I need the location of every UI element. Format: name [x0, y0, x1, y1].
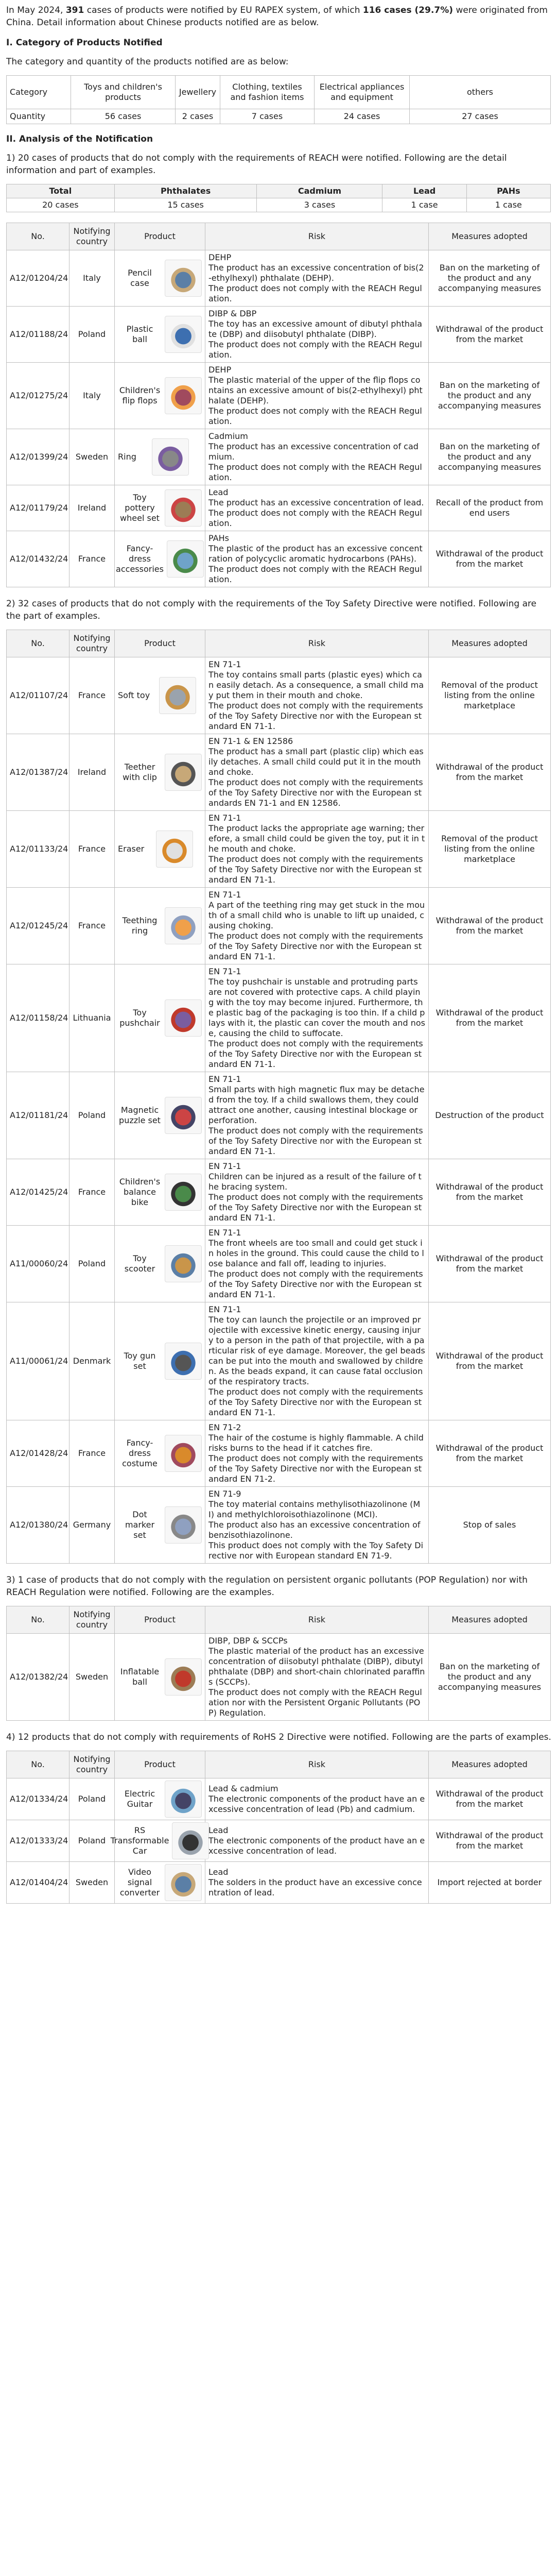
summary-header: Phthalates: [114, 184, 257, 198]
product-photo: [156, 831, 193, 868]
product-photo: [167, 540, 204, 578]
product-name: Ring: [118, 452, 136, 462]
table-row: [7, 1302, 551, 1420]
product-name: Teether with clip: [123, 762, 157, 782]
intro-mid: cases of products were notified by EU RAPEX system, of which: [84, 5, 363, 15]
cell-country: Poland: [69, 1072, 115, 1159]
cell-measure: Stop of sales: [429, 1487, 551, 1564]
product-photo: [165, 1506, 202, 1544]
cell-no: A12/01204/24: [7, 250, 69, 307]
cell-measure: Ban on the marketing of the product and any accompanying measures: [429, 1634, 551, 1721]
product-name: Magnetic puzzle set: [119, 1105, 161, 1125]
cell-product: [115, 657, 205, 734]
product-photo: [159, 677, 196, 714]
column-header: Notifying country: [69, 223, 115, 250]
product-name: Soft toy: [118, 690, 150, 700]
pop-subtitle: 3) 1 case of products that do not comply with the regulation on persistent organic pollutants (POP Regulation) nor with REACH Regulation were notified. Following are the examples.: [6, 1575, 528, 1598]
column-header: Measures adopted: [429, 1751, 551, 1778]
cell-no: A12/01432/24: [7, 531, 69, 587]
cell-risk: PAHs The plastic of the product has an excessive concentration of polycyclic aromatic hydrocarbons (PAHs). The product does not comply with the REACH Regulation.: [205, 531, 429, 587]
cell-country: Ireland: [69, 485, 115, 531]
column-header: No.: [7, 1606, 69, 1634]
cell-no: A11/00060/24: [7, 1226, 69, 1302]
cell-no: A12/01107/24: [7, 657, 69, 734]
cell-measure: Removal of the product listing from the online marketplace: [429, 811, 551, 888]
cell-measure: Withdrawal of the product from the market: [429, 1420, 551, 1487]
cell-country: Denmark: [69, 1302, 115, 1420]
table-row: [7, 1634, 551, 1721]
intro-pre: In May 2024,: [6, 5, 66, 15]
cell-country: Sweden: [69, 429, 115, 485]
toys-subtitle: 2) 32 cases of products that do not comply with the requirements of the Toy Safety Directive were notified. Following are the part of examples.: [6, 599, 537, 621]
column-header: Risk: [205, 630, 429, 657]
product-name: Toy pushchair: [119, 1008, 160, 1028]
cell-product: [115, 964, 205, 1072]
pop-table: [6, 1606, 551, 1721]
table-row: [7, 1487, 551, 1564]
cell-country: France: [69, 657, 115, 734]
summary-value: 20 cases: [7, 198, 115, 212]
product-photo: [165, 260, 202, 297]
cell-product: [115, 250, 205, 307]
column-header: Notifying country: [69, 1606, 115, 1634]
summary-header: Total: [7, 184, 115, 198]
product-photo: [165, 907, 202, 944]
reach-subtitle: 1) 20 cases of products that do not comply with the requirements of REACH were notified. Following are the detail information and part of examples.: [6, 153, 507, 176]
table-row: [7, 1159, 551, 1226]
column-header: No.: [7, 1751, 69, 1778]
cell-country: Lithuania: [69, 964, 115, 1072]
section-2-heading: II. Analysis of the Notification: [6, 134, 153, 144]
cell-no: A12/01387/24: [7, 734, 69, 811]
category-row-label: Category: [7, 76, 71, 109]
cell-measure: Withdrawal of the product from the market: [429, 734, 551, 811]
cell-product: [115, 1226, 205, 1302]
cell-country: Poland: [69, 1778, 115, 1820]
table-header-row: [7, 1751, 551, 1778]
cell-measure: Ban on the marketing of the product and any accompanying measures: [429, 363, 551, 429]
table-row: [7, 964, 551, 1072]
cell-country: France: [69, 811, 115, 888]
product-name: RS Transformable Car: [110, 1825, 169, 1856]
cell-no: A12/01245/24: [7, 888, 69, 964]
table-row: [7, 429, 551, 485]
cell-risk: DEHP The product has an excessive concentration of bis(2-ethylhexyl) phthalate (DEHP). The product does not comply with the REACH Regulation.: [205, 250, 429, 307]
product-photo: [165, 1174, 202, 1211]
section-1-heading: I. Category of Products Notified: [6, 38, 163, 48]
category-cell: Electrical appliances and equipment: [315, 76, 410, 109]
rohs-subtitle: 4) 12 products that do not comply with requirements of RoHS 2 Directive were notified. Following are the parts of examples.: [6, 1732, 551, 1742]
product-name: Fancy-dress costume: [122, 1438, 158, 1468]
quantity-row: [7, 109, 551, 124]
cell-product: [115, 734, 205, 811]
cell-no: A12/01425/24: [7, 1159, 69, 1226]
product-photo: [152, 438, 189, 476]
table-row: [7, 657, 551, 734]
quantity-row-label: Quantity: [7, 109, 71, 124]
summary-header: Lead: [382, 184, 466, 198]
cell-measure: Withdrawal of the product from the market: [429, 964, 551, 1072]
cell-measure: Recall of the product from end users: [429, 485, 551, 531]
cell-risk: Lead The solders in the product have an excessive concentration of lead.: [205, 1862, 429, 1904]
cell-measure: Ban on the marketing of the product and any accompanying measures: [429, 429, 551, 485]
quantity-cell: 27 cases: [410, 109, 551, 124]
cell-measure: Withdrawal of the product from the market: [429, 1820, 551, 1862]
table-row: [7, 734, 551, 811]
cell-no: A12/01399/24: [7, 429, 69, 485]
quantity-cell: 24 cases: [315, 109, 410, 124]
product-name: Toy gun set: [124, 1351, 156, 1371]
cell-risk: EN 71-1 The front wheels are too small and could get stuck in holes in the ground. This could cause the child to lose balance and fall off, leading to injuries. The product does not comply with the requirements of the Toy Safety Directive nor with the European standard EN 71-1.: [205, 1226, 429, 1302]
cell-country: France: [69, 531, 115, 587]
product-name: Dot marker set: [125, 1510, 155, 1540]
product-photo: [165, 316, 202, 353]
cell-no: A12/01333/24: [7, 1820, 69, 1862]
cell-measure: Withdrawal of the product from the market: [429, 1302, 551, 1420]
cell-country: Poland: [69, 1226, 115, 1302]
cell-product: [115, 1420, 205, 1487]
cell-product: [115, 485, 205, 531]
intro-post: were originated from China. Detail information about Chinese products notified are as below.: [6, 5, 548, 28]
column-header: Product: [115, 223, 205, 250]
category-cell: Clothing, textiles and fashion items: [220, 76, 315, 109]
cell-product: [115, 531, 205, 587]
table-row: [7, 1226, 551, 1302]
rohs-table: [6, 1751, 551, 1904]
quantity-cell: 7 cases: [220, 109, 315, 124]
cell-risk: EN 71-1 A part of the teething ring may get stuck in the mouth of a small child who is unable to lift up unaided, causing choking. The product does not comply with the requirements of the Toy Safety Directive nor with the European standard EN 71-1.: [205, 888, 429, 964]
product-photo: [165, 1097, 202, 1134]
table-row: [7, 1862, 551, 1904]
product-name: Plastic ball: [126, 324, 153, 344]
column-header: Notifying country: [69, 1751, 115, 1778]
cell-no: A12/01133/24: [7, 811, 69, 888]
table-header-row: [7, 630, 551, 657]
cell-product: [115, 1487, 205, 1564]
cell-product: [110, 1820, 205, 1862]
table-row: [7, 485, 551, 531]
cell-country: Ireland: [69, 734, 115, 811]
cell-no: A12/01275/24: [7, 363, 69, 429]
reach-summary-table: [6, 184, 551, 212]
cell-product: [115, 429, 205, 485]
cell-risk: EN 71-1 The toy pushchair is unstable and protruding parts are not covered with protective caps. A child playing with the toy may become injured. Furthermore, the plastic bag of the packaging is too thin. If a child plays with it, the plastic can cover the mouth and nose, causing the child to suffocate. The product does not comply with the requirements of the Toy Safety Directive nor with the European standard EN 71-1.: [205, 964, 429, 1072]
cell-country: France: [69, 888, 115, 964]
cell-country: Italy: [69, 250, 115, 307]
cell-measure: Withdrawal of the product from the market: [429, 307, 551, 363]
cell-measure: Withdrawal of the product from the market: [429, 888, 551, 964]
table-row: [7, 1072, 551, 1159]
category-cell: Toys and children's products: [71, 76, 176, 109]
column-header: Product: [115, 1751, 205, 1778]
column-header: Notifying country: [69, 630, 115, 657]
cell-risk: DIBP, DBP & SCCPs The plastic material of the product has an excessive concentration of diisobutyl phthalate (DIBP), dibutyl phthalate (DBP) and short-chain chlorinated paraffins (SCCPs). The product does not comply with the REACH Regulation nor with the Persistent Organic Pollutants (POP) Regulation.: [205, 1634, 429, 1721]
cell-no: A12/01188/24: [7, 307, 69, 363]
cell-risk: EN 71-1 Children can be injured as a result of the failure of the bracing system. The product does not comply with the requirements of the Toy Safety Directive nor with the European standard EN 71-1.: [205, 1159, 429, 1226]
column-header: No.: [7, 223, 69, 250]
cell-no: A12/01181/24: [7, 1072, 69, 1159]
cell-product: [115, 1302, 205, 1420]
cell-country: Sweden: [69, 1634, 115, 1721]
product-photo: [165, 999, 202, 1037]
cell-risk: EN 71-1 The toy can launch the projectile or an improved projectile with excessive kinetic energy, causing injury to a person in the path of that projectile, with a particular risk of eye damage. Moreover, the gel beads can be put into the mouth and swallowed by children. As the beads expand, it can cause fatal occlusion of the respiratory tracts. The product does not comply with the requirements of the Toy Safety Directive nor with the European standard EN 71-1.: [205, 1302, 429, 1420]
cell-no: A12/01404/24: [7, 1862, 69, 1904]
summary-header: Cadmium: [257, 184, 382, 198]
cell-country: Germany: [69, 1487, 115, 1564]
cell-measure: Removal of the product listing from the online marketplace: [429, 657, 551, 734]
cell-product: [115, 811, 205, 888]
cell-risk: DIBP & DBP The toy has an excessive amount of dibutyl phthalate (DBP) and diisobutyl phthalate (DIBP). The product does not comply with the REACH Regulation.: [205, 307, 429, 363]
cell-risk: DEHP The plastic material of the upper of the flip flops contains an excessive amount of bis(2-ethylhexyl) phthalate (DEHP). The product does not comply with the REACH Regulation.: [205, 363, 429, 429]
table-row: [7, 363, 551, 429]
quantity-cell: 56 cases: [71, 109, 176, 124]
product-photo: [172, 1822, 209, 1859]
product-name: Video signal converter: [119, 1867, 160, 1897]
cell-measure: Ban on the marketing of the product and any accompanying measures: [429, 250, 551, 307]
product-photo: [165, 377, 202, 414]
table-row: [7, 1820, 551, 1862]
table-header-row: [7, 223, 551, 250]
cell-risk: Cadmium The product has an excessive concentration of cadmium. The product does not comply with the REACH Regulation.: [205, 429, 429, 485]
cell-risk: Lead The electronic components of the product have an excessive concentration of lead.: [205, 1820, 429, 1862]
cell-product: [115, 888, 205, 964]
cell-measure: Withdrawal of the product from the market: [429, 1159, 551, 1226]
cell-risk: Lead & cadmium The electronic components of the product have an excessive concentration of lead (Pb) and cadmium.: [205, 1778, 429, 1820]
intro-china-count: 116 cases (29.7%): [362, 5, 454, 15]
cell-measure: Withdrawal of the product from the market: [429, 1778, 551, 1820]
summary-value: 3 cases: [257, 198, 382, 212]
cell-product: [115, 1634, 205, 1721]
category-cell: others: [410, 76, 551, 109]
category-table: [6, 75, 551, 124]
quantity-cell: 2 cases: [176, 109, 220, 124]
column-header: Product: [115, 1606, 205, 1634]
cell-measure: Withdrawal of the product from the market: [429, 531, 551, 587]
toys-table: [6, 630, 551, 1564]
column-header: Measures adopted: [429, 223, 551, 250]
cell-risk: EN 71-9 The toy material contains methylisothiazolinone (MI) and methylchloroisothiazolinone (MCI). The product also has an excessive concentration of benzisothiazolinone. This product does not comply with the Toy Safety Directive nor with European standard EN 71-9.: [205, 1487, 429, 1564]
table-row: [7, 811, 551, 888]
cell-country: France: [69, 1159, 115, 1226]
cell-no: A12/01334/24: [7, 1778, 69, 1820]
product-name: Teething ring: [122, 916, 158, 936]
cell-no: A12/01380/24: [7, 1487, 69, 1564]
column-header: Measures adopted: [429, 1606, 551, 1634]
summary-value: 15 cases: [114, 198, 257, 212]
table-row: [7, 888, 551, 964]
product-name: Fancy-dress accessories: [116, 544, 164, 574]
cell-country: Italy: [69, 363, 115, 429]
product-photo: [165, 754, 202, 791]
product-photo: [165, 1658, 202, 1696]
column-header: Risk: [205, 1606, 429, 1634]
cell-product: [115, 1159, 205, 1226]
product-photo: [165, 1864, 202, 1901]
cell-risk: EN 71-1 & EN 12586 The product has a small part (plastic clip) which easily detaches. A small child could put it in the mouth and choke. The product does not comply with the requirements of the Toy Safety Directive nor with the European standards EN 71-1 and EN 12586.: [205, 734, 429, 811]
summary-header: PAHs: [466, 184, 550, 198]
cell-risk: Lead The product has an excessive concentration of lead. The product does not comply with the REACH Regulation.: [205, 485, 429, 531]
table-row: [7, 1420, 551, 1487]
cell-no: A12/01158/24: [7, 964, 69, 1072]
cell-no: A12/01382/24: [7, 1634, 69, 1721]
cell-risk: EN 71-1 The product lacks the appropriate age warning; therefore, a small child could be given the toy, put it in the mouth and choke. The product does not comply with the requirements of the Toy Safety Directive nor with the European standard EN 71-1.: [205, 811, 429, 888]
cell-country: Poland: [69, 307, 115, 363]
product-name: Children's balance bike: [119, 1177, 161, 1207]
cell-product: [115, 363, 205, 429]
table-row: [7, 250, 551, 307]
product-photo: [165, 1245, 202, 1282]
cell-risk: EN 71-1 Small parts with high magnetic flux may be detached from the toy. If a child swallows them, they could attract one another, causing intestinal blockage or perforation. The product does not comply with the requirements of the Toy Safety Directive nor with the European standard EN 71-1.: [205, 1072, 429, 1159]
cell-country: Poland: [69, 1820, 115, 1862]
cell-product: [115, 1072, 205, 1159]
column-header: Measures adopted: [429, 630, 551, 657]
cell-product: [115, 1862, 205, 1904]
cell-no: A11/00061/24: [7, 1302, 69, 1420]
product-name: Electric Guitar: [124, 1789, 155, 1809]
cell-measure: Import rejected at border: [429, 1862, 551, 1904]
product-photo: [165, 1343, 202, 1380]
category-cell: Jewellery: [176, 76, 220, 109]
summary-value: 1 case: [382, 198, 466, 212]
cell-no: A12/01179/24: [7, 485, 69, 531]
column-header: No.: [7, 630, 69, 657]
product-name: Inflatable ball: [120, 1667, 160, 1687]
cell-measure: Withdrawal of the product from the market: [429, 1226, 551, 1302]
cell-product: [115, 307, 205, 363]
cell-measure: Destruction of the product: [429, 1072, 551, 1159]
product-name: Children's flip flops: [119, 385, 161, 405]
column-header: Risk: [205, 223, 429, 250]
cell-risk: EN 71-2 The hair of the costume is highly flammable. A child risks burns to the head if it catches fire. The product does not comply with the requirements of the Toy Safety Directive nor with the European standard EN 71-2.: [205, 1420, 429, 1487]
table-header-row: [7, 1606, 551, 1634]
section-1-subtitle: The category and quantity of the products notified are as below:: [6, 57, 289, 67]
reach-table: [6, 223, 551, 587]
table-row: [7, 307, 551, 363]
cell-country: Sweden: [69, 1862, 115, 1904]
summary-value: 1 case: [466, 198, 550, 212]
cell-country: France: [69, 1420, 115, 1487]
product-name: Pencil case: [128, 268, 152, 288]
product-name: Toy pottery wheel set: [120, 493, 160, 523]
product-photo: [165, 1435, 202, 1472]
product-name: Eraser: [118, 844, 145, 854]
column-header: Risk: [205, 1751, 429, 1778]
cell-no: A12/01428/24: [7, 1420, 69, 1487]
cell-product: [115, 1778, 205, 1820]
column-header: Product: [115, 630, 205, 657]
cell-risk: EN 71-1 The toy contains small parts (plastic eyes) which can easily detach. As a consequence, a small child may put them in their mouth and choke. The product does not comply with the requirements of the Toy Safety Directive nor with the European standard EN 71-1.: [205, 657, 429, 734]
product-name: Toy scooter: [124, 1253, 155, 1274]
table-row: [7, 1778, 551, 1820]
product-photo: [165, 489, 202, 527]
intro-total-count: 391: [65, 5, 84, 15]
table-row: [7, 531, 551, 587]
category-row: [7, 76, 551, 109]
intro-paragraph: [6, 4, 552, 29]
product-photo: [165, 1781, 202, 1818]
